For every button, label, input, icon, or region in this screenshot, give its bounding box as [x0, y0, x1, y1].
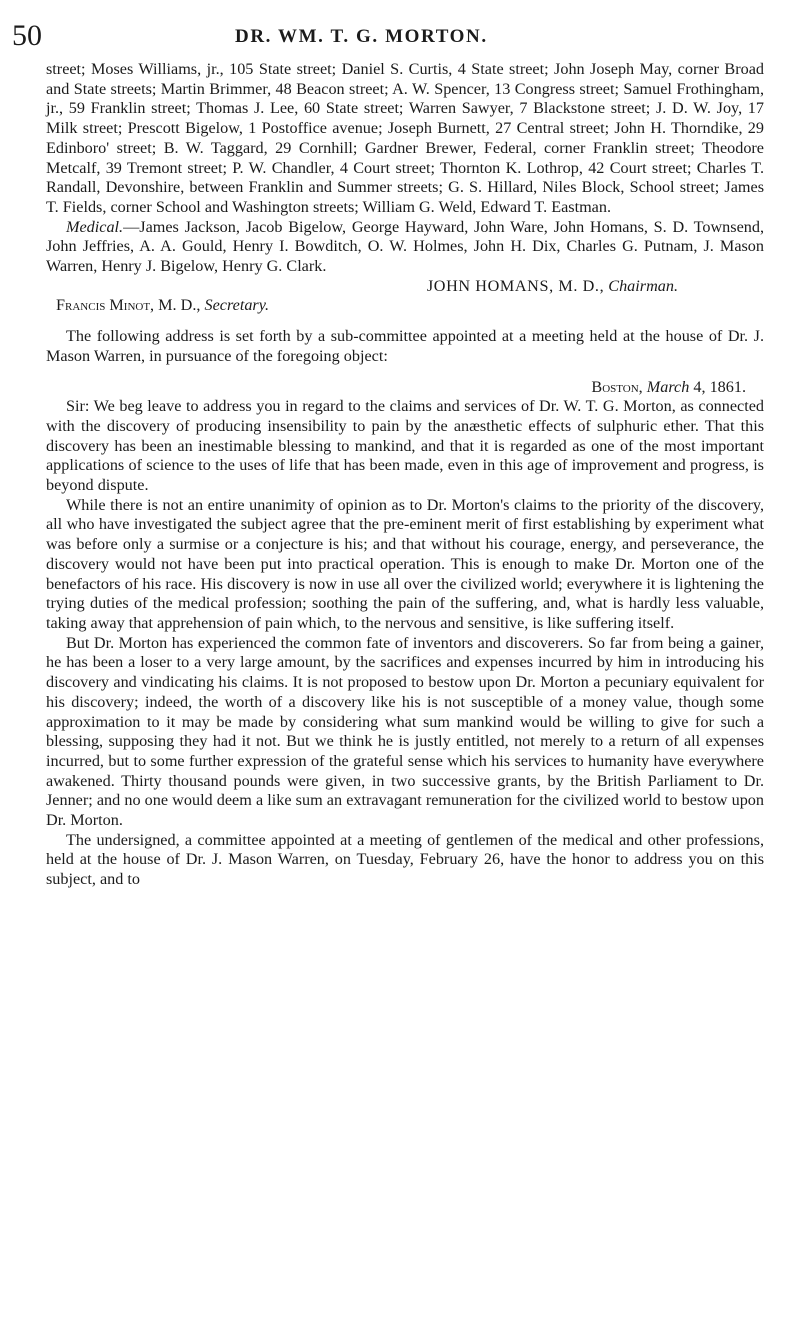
- secretary-name: Francis Minot,: [56, 296, 155, 315]
- letter-paragraph-4: The undersigned, a committee appointed at a meeting of gentlemen of the medical and other professions, held at the house of Dr. J. Mason Warren, on Tuesday, February 26, have the honor to address you on this subject, and to: [46, 830, 764, 889]
- dateline-place: Boston,: [591, 377, 643, 396]
- secretary-title: Secretary.: [204, 296, 270, 315]
- medical-paragraph: [46, 218, 764, 277]
- dateline-date: 4, 1861.: [693, 377, 746, 396]
- secretary-signature: [46, 296, 764, 316]
- document-body: [46, 60, 764, 890]
- medical-label: Medical.: [66, 217, 124, 236]
- page-number: 50: [12, 19, 42, 52]
- dateline: [46, 378, 764, 398]
- intro-paragraph: The following address is set forth by a sub-committee appointed at a meeting held at the house of Dr. J. Mason Warren, in pursuance of the foregoing object:: [46, 327, 764, 365]
- letter-paragraph-1: Sir: We beg leave to address you in regard to the claims and services of Dr. W. T. G. Morton, as connected with the discovery of producing insensibility to pain by the anæsthetic effects of sulphuric ether. That this discovery has been an inestimable blessing to mankind, and that it is regarded as one of the most important applications of science to the uses of life that has been made, even in this age of improvement and progress, is beyond dispute.: [46, 397, 764, 495]
- names-paragraph: street; Moses Williams, jr., 105 State street; Daniel S. Curtis, 4 State street; John Joseph May, corner Broad and State streets; Martin Brimmer, 48 Beacon street; A. W. Spencer, 13 Congress street; Samuel Frothingham, jr., 59 Franklin street; Thomas J. Lee, 60 State street; Warren Sawyer, 7 Blackstone street; J. D. W. Joy, 17 Milk street; Prescott Bigelow, 1 Postoffice avenue; Joseph Burnett, 27 Central street; John H. Thorndike, 29 Edinboro' street; B. W. Taggard, 29 Cornhill; Gardner Brewer, Federal, corner Franklin street; Theodore Metcalf, 39 Tremont street; P. W. Chandler, 4 Court street; Thornton K. Lothrop, 42 Court street; Charles T. Randall, Devonshire, between Franklin and Summer streets; G. S. Hillard, Niles Block, School street; James T. Fields, corner School and Washington streets; William G. Weld, Edward T. Eastman.: [46, 60, 764, 216]
- secretary-degree: M. D.,: [154, 296, 201, 315]
- chairman-name: JOHN HOMANS, M. D.,: [426, 276, 605, 295]
- running-title: DR. WM. T. G. MORTON.: [235, 26, 488, 47]
- medical-names: —James Jackson, Jacob Bigelow, George Hayward, John Ware, John Homans, S. D. Townsend, John Jeffries, A. A. Gould, Henry I. Bowditch, O. W. Holmes, John H. Dix, Charles G. Putnam, J. Mason Warren, Henry J. Bigelow, Henry G. Clark.: [46, 217, 764, 276]
- dateline-month: March: [646, 377, 690, 396]
- page-header: [0, 16, 800, 56]
- chairman-title: Chairman.: [608, 276, 678, 295]
- letter-paragraph-3: But Dr. Morton has experienced the common fate of inventors and discoverers. So far from being a gainer, he has been a loser to a very large amount, by the sacrifices and expenses incurred by him in introducing his discovery and vindicating his claims. It is not proposed to bestow upon Dr. Morton a pecuniary equivalent for his discovery; indeed, the worth of a discovery like his is not susceptible of a money value, though some approximation to it may be made by considering what sum mankind would be willing to give for such a blessing, supposing they had it not. But we think he is justly entitled, not merely to a return of all expenses incurred, but to some further expression of the grateful sense which his services to humanity have everywhere awakened. Thirty thousand pounds were given, in two successive grants, by the British Parliament to Dr. Jenner; and no one would deem a like sum an extravagant remuneration for the civilized world to bestow upon Dr. Morton.: [46, 633, 764, 830]
- chairman-signature: [46, 277, 764, 297]
- letter-paragraph-2: While there is not an entire unanimity of opinion as to Dr. Morton's claims to the priority of the discovery, all who have investigated the subject agree that the pre-eminent merit of first establishing by experiment what was before only a surmise or a conjecture is his; and that without his courage, energy, and perseverance, the discovery would not have been put into practical operation. This is enough to make Dr. Morton one of the benefactors of his race. His discovery is now in use all over the civilized world; everywhere it is lightening the trying duties of the medical profession; soothing the pain of the suffering, and, what is hardly less valuable, taking away that apprehension of pain which, to the nervous and sensitive, is like suffering itself.: [46, 495, 764, 632]
